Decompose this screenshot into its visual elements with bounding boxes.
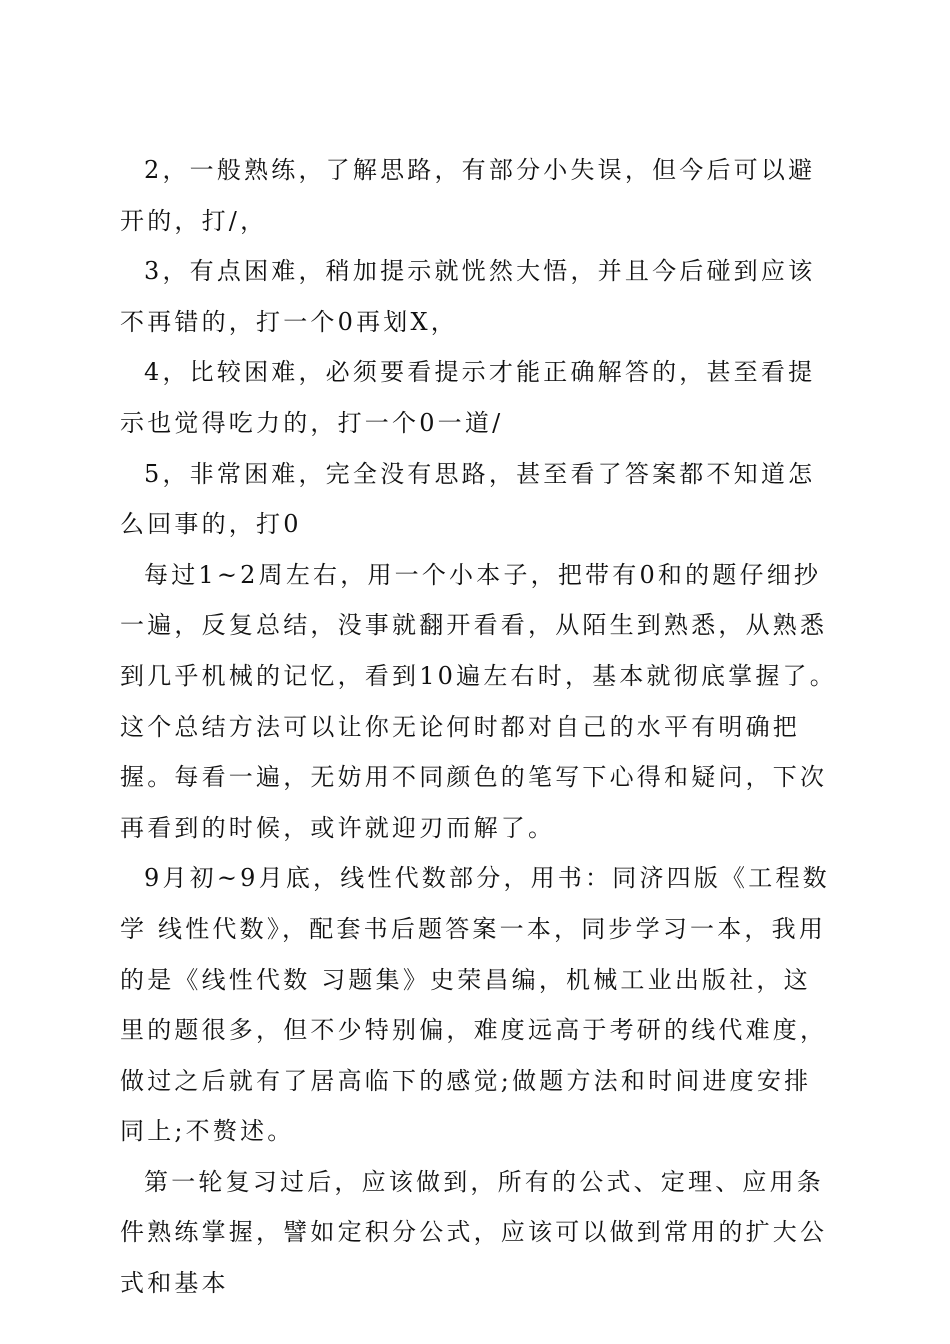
paragraph-level-2: 2，一般熟练，了解思路，有部分小失误，但今后可以避开的，打/， — [120, 156, 816, 235]
paragraph-first-round-summary: 第一轮复习过后，应该做到，所有的公式、定理、应用条件熟练掌握，譬如定积分公式，应该可以做到常用的扩大公式和基本 — [120, 1167, 828, 1298]
paragraph-linear-algebra: 9月初~9月底，线性代数部分，用书：同济四版《工程数学 线性代数》，配套书后题答案一本，同步学习一本，我用的是《线性代数 习题集》史荣昌编，机械工业出版社，这里的题很多，但不少特别偏，难度远高于考研的线代难度，做过之后就有了居高临下的感觉;做题方法和时间进度安排同上;不赘述。 — [120, 864, 830, 1146]
paragraph-level-3: 3，有点困难，稍加提示就恍然大悟，并且今后碰到应该不再错的，打一个0再划X， — [120, 257, 816, 336]
paragraph-level-5: 5，非常困难，完全没有思路，甚至看了答案都不知道怎么回事的，打0 — [120, 459, 816, 539]
paragraph-level-4: 4，比较困难，必须要看提示才能正确解答的，甚至看提示也觉得吃力的，打一个0一道/ — [120, 358, 816, 437]
paragraph-review-method: 每过1~2周左右，用一个小本子，把带有0和的题仔细抄一遍，反复总结，没事就翻开看看，从陌生到熟悉，从熟悉到几乎机械的记忆，看到10遍左右时，基本就彻底掌握了。这个总结方法可以让你无论何时都对自己的水平有明确把握。每看一遍，无妨用不同颜色的笔写下心得和疑问，下次再看到的时候，或许就迎刃而解了。 — [120, 560, 837, 842]
